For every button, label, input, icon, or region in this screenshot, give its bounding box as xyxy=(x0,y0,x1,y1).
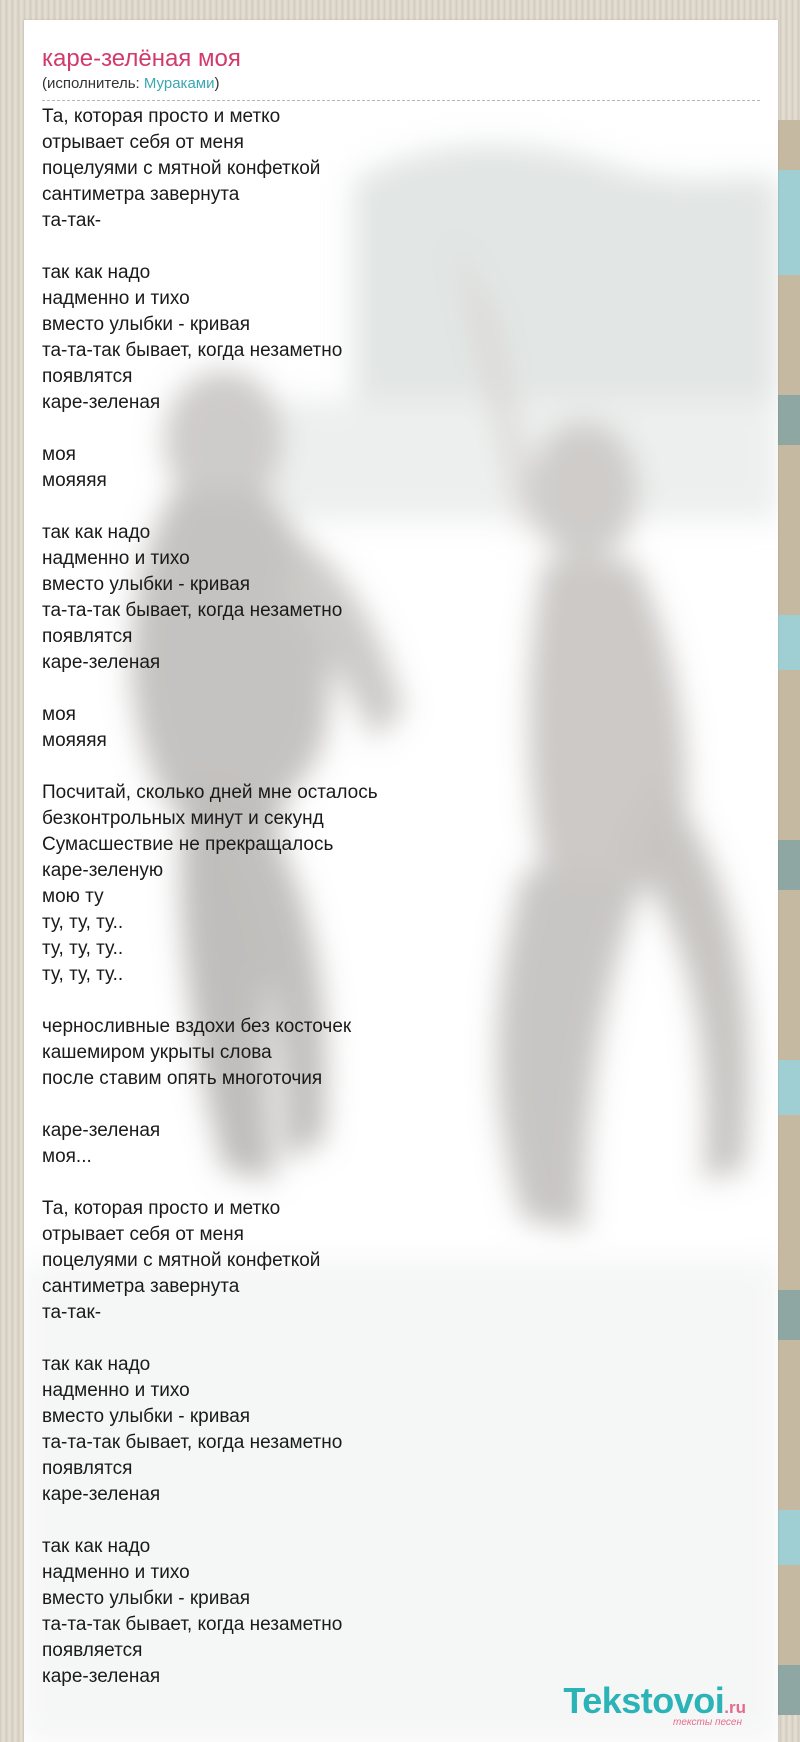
edge-stripe xyxy=(775,1340,800,1510)
artist-link[interactable]: Мураками xyxy=(143,75,215,92)
lyrics-line: поцелуями с мятной конфеткой xyxy=(42,158,321,179)
edge-stripe xyxy=(775,890,800,1060)
artist-line xyxy=(42,74,760,94)
lyrics-line: появляется xyxy=(42,1640,143,1661)
lyrics-line: ту, ту, ту.. xyxy=(42,938,124,959)
edge-stripe xyxy=(775,1060,800,1115)
edge-stripe xyxy=(775,275,800,395)
song-title: каре-зелёная моя xyxy=(42,45,241,72)
logo-wordmark: Tekstovoi xyxy=(563,1680,725,1721)
lyrics-blank-line xyxy=(42,494,742,520)
lyrics-line: мою ту xyxy=(42,886,104,907)
lyrics-blank-line xyxy=(42,676,742,702)
lyrics-line: вместо улыбки - кривая xyxy=(42,1406,251,1427)
lyrics-line: каре-зеленая xyxy=(42,1666,161,1687)
logo-domain: .ru xyxy=(724,1698,746,1717)
lyrics-line: та-так- xyxy=(42,210,102,231)
lyrics-line: Та, которая просто и метко xyxy=(42,106,281,127)
lyrics-blank-line xyxy=(42,1170,742,1196)
edge-stripe xyxy=(775,615,800,670)
lyrics-line: черносливные вздохи без косточек xyxy=(42,1016,352,1037)
edge-stripe xyxy=(775,1510,800,1565)
lyrics-line: та-та-так бывает, когда незаметно xyxy=(42,1614,343,1635)
header-divider xyxy=(42,100,760,101)
edge-stripe xyxy=(775,1115,800,1290)
lyrics-line: мояяяя xyxy=(42,730,107,751)
song-header xyxy=(42,44,760,101)
lyrics-blank-line xyxy=(42,234,742,260)
edge-stripe xyxy=(775,1665,800,1715)
lyrics-line: надменно и тихо xyxy=(42,288,190,309)
lyrics-line: так как надо xyxy=(42,1536,151,1557)
artist-prefix: (исполнитель: xyxy=(42,75,144,92)
lyrics-line: так как надо xyxy=(42,522,151,543)
lyrics-line: Та, которая просто и метко xyxy=(42,1198,281,1219)
lyrics-line: Посчитай, сколько дней мне осталось xyxy=(42,782,378,803)
lyrics-text xyxy=(42,104,742,1690)
lyrics-line: вместо улыбки - кривая xyxy=(42,574,251,595)
edge-stripe xyxy=(775,1565,800,1665)
lyrics-blank-line xyxy=(42,754,742,780)
lyrics-line: та-та-так бывает, когда незаметно xyxy=(42,1432,343,1453)
lyrics-line: вместо улыбки - кривая xyxy=(42,1588,251,1609)
logo-tagline: тексты песен xyxy=(673,1717,742,1728)
lyrics-line: сантиметра завернута xyxy=(42,1276,240,1297)
lyrics-card xyxy=(24,20,778,1742)
lyrics-line: отрывает себя от меня xyxy=(42,1224,244,1245)
lyrics-line: надменно и тихо xyxy=(42,1562,190,1583)
lyrics-line: появлятся xyxy=(42,626,133,647)
lyrics-line: каре-зеленая xyxy=(42,392,161,413)
lyrics-line: после ставим опять многоточия xyxy=(42,1068,323,1089)
lyrics-line: каре-зеленая xyxy=(42,1484,161,1505)
lyrics-blank-line xyxy=(42,416,742,442)
lyrics-blank-line xyxy=(42,988,742,1014)
lyrics-line: та-та-так бывает, когда незаметно xyxy=(42,600,343,621)
edge-stripe xyxy=(775,170,800,275)
lyrics-line: кашемиром укрыты слова xyxy=(42,1042,272,1063)
lyrics-line: вместо улыбки - кривая xyxy=(42,314,251,335)
lyrics-line: моя xyxy=(42,704,76,725)
edge-stripe xyxy=(775,395,800,445)
lyrics-blank-line xyxy=(42,1508,742,1534)
lyrics-line: моя... xyxy=(42,1146,92,1167)
lyrics-line: отрывает себя от меня xyxy=(42,132,244,153)
lyrics-line: появлятся xyxy=(42,1458,133,1479)
lyrics-line: безконтрольных минут и секунд xyxy=(42,808,324,829)
lyrics-line: каре-зеленая xyxy=(42,1120,161,1141)
lyrics-line: сантиметра завернута xyxy=(42,184,240,205)
lyrics-line: так как надо xyxy=(42,1354,151,1375)
edge-stripe xyxy=(775,1290,800,1340)
lyrics-line: Сумасшествие не прекращалось xyxy=(42,834,334,855)
lyrics-line: поцелуями с мятной конфеткой xyxy=(42,1250,321,1271)
lyrics-line: так как надо xyxy=(42,262,151,283)
lyrics-line: моя xyxy=(42,444,76,465)
lyrics-blank-line xyxy=(42,1326,742,1352)
lyrics-line: ту, ту, ту.. xyxy=(42,912,124,933)
edge-stripe xyxy=(775,120,800,170)
site-logo[interactable] xyxy=(563,1680,746,1728)
lyrics-blank-line xyxy=(42,1092,742,1118)
edge-stripe xyxy=(775,445,800,615)
lyrics-line: ту, ту, ту.. xyxy=(42,964,124,985)
lyrics-line: каре-зеленая xyxy=(42,652,161,673)
lyrics-line: появлятся xyxy=(42,366,133,387)
lyrics-line: надменно и тихо xyxy=(42,1380,190,1401)
lyrics-line: каре-зеленую xyxy=(42,860,164,881)
lyrics-line: мояяяя xyxy=(42,470,107,491)
lyrics-line: та-так- xyxy=(42,1302,102,1323)
edge-stripe xyxy=(775,670,800,840)
lyrics-line: та-та-так бывает, когда незаметно xyxy=(42,340,343,361)
lyrics-line: надменно и тихо xyxy=(42,548,190,569)
artist-suffix: ) xyxy=(214,75,220,92)
edge-stripe xyxy=(775,840,800,890)
